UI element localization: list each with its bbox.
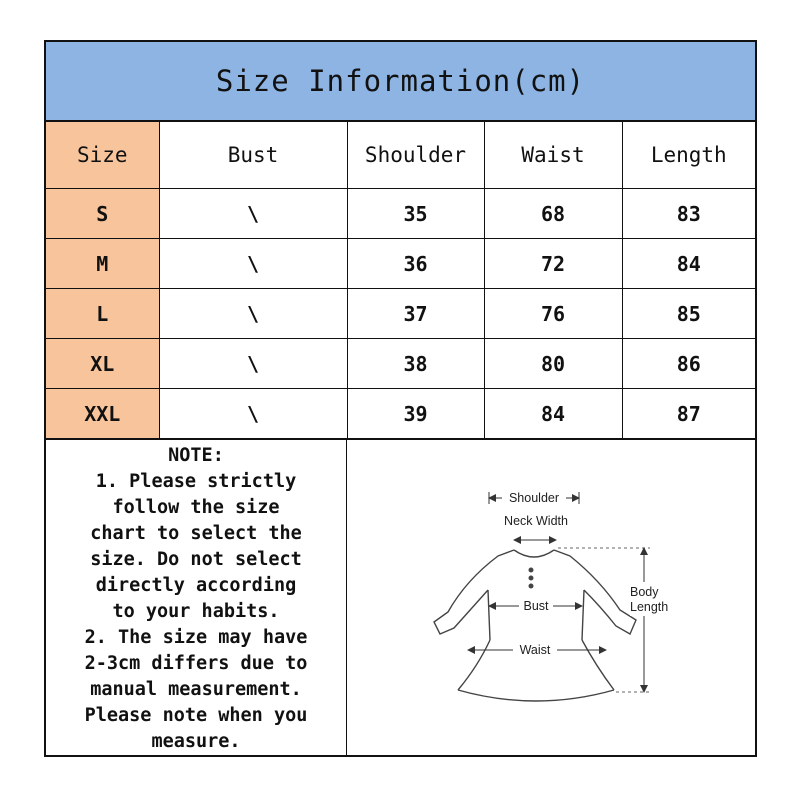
table-row — [46, 289, 755, 339]
cell-bust: \ — [159, 339, 347, 389]
cell-waist: 76 — [484, 289, 622, 339]
bust-label: Bust — [523, 599, 549, 613]
cell-size: S — [46, 189, 159, 239]
note-line: follow the size — [112, 497, 280, 518]
table-row — [46, 239, 755, 289]
cell-waist: 84 — [484, 389, 622, 439]
cell-bust: \ — [159, 389, 347, 439]
header-size: Size — [46, 122, 159, 189]
note-line: 2-3cm differs due to — [84, 653, 308, 674]
note-line: directly according — [95, 575, 297, 596]
cell-bust: \ — [159, 189, 347, 239]
cell-size: XL — [46, 339, 159, 389]
note-line: measure. — [151, 731, 241, 752]
note-heading: NOTE: — [168, 445, 224, 466]
cell-bust: \ — [159, 289, 347, 339]
note-block — [46, 440, 347, 756]
cell-length: 86 — [622, 339, 755, 389]
note-line: 1. Please strictly — [95, 471, 297, 492]
cell-size: XXL — [46, 389, 159, 439]
note-line: 2. The size may have — [84, 627, 308, 648]
note-line: Please note when you — [84, 705, 308, 726]
body-length-label-1: Body — [630, 585, 659, 599]
cell-waist: 72 — [484, 239, 622, 289]
dress-icon — [434, 550, 636, 701]
note-line: chart to select the — [90, 523, 302, 544]
cell-waist: 68 — [484, 189, 622, 239]
cell-length: 84 — [622, 239, 755, 289]
table-row — [46, 339, 755, 389]
size-table — [46, 121, 755, 439]
table-row — [46, 189, 755, 239]
cell-shoulder: 35 — [347, 189, 484, 239]
table-header-row — [46, 122, 755, 189]
size-chart — [44, 40, 757, 757]
shoulder-label: Shoulder — [508, 491, 560, 505]
header-waist: Waist — [484, 122, 622, 189]
measurement-diagram — [348, 440, 755, 756]
dress-illustration — [348, 440, 755, 756]
bottom-section — [46, 439, 755, 756]
body-length-label-2: Length — [630, 600, 669, 614]
cell-shoulder: 39 — [347, 389, 484, 439]
note-line: manual measurement. — [90, 679, 302, 700]
cell-size: M — [46, 239, 159, 289]
cell-size: L — [46, 289, 159, 339]
cell-bust: \ — [159, 239, 347, 289]
cell-waist: 80 — [484, 339, 622, 389]
note-line: to your habits. — [112, 601, 280, 622]
cell-shoulder: 38 — [347, 339, 484, 389]
cell-length: 85 — [622, 289, 755, 339]
neck-width-label: Neck Width — [504, 514, 568, 528]
header-bust: Bust — [159, 122, 347, 189]
cell-length: 87 — [622, 389, 755, 439]
header-length: Length — [622, 122, 755, 189]
cell-shoulder: 37 — [347, 289, 484, 339]
table-row — [46, 389, 755, 439]
chart-title: Size Information(cm) — [46, 42, 755, 121]
waist-label: Waist — [519, 643, 551, 657]
header-shoulder: Shoulder — [347, 122, 484, 189]
cell-shoulder: 36 — [347, 239, 484, 289]
note-line: size. Do not select — [90, 549, 302, 570]
cell-length: 83 — [622, 189, 755, 239]
